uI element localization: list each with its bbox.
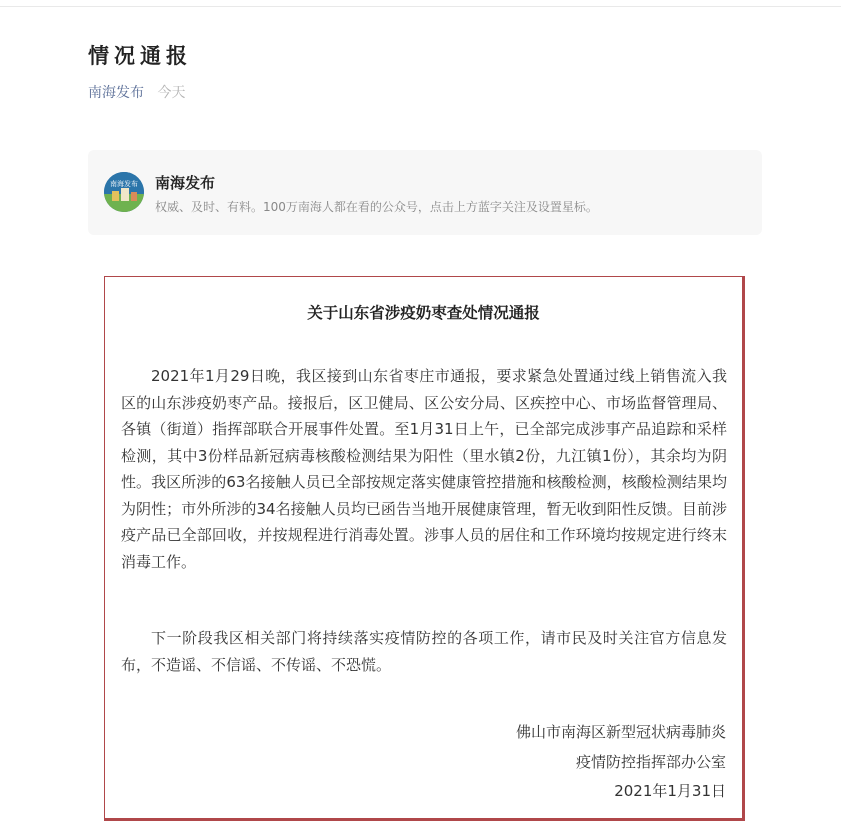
notice-title: 关于山东省涉疫奶枣查处情况通报 — [307, 304, 540, 322]
account-profile-card[interactable] — [88, 150, 762, 235]
avatar-logo-text: 南海发布 — [110, 180, 138, 188]
notice-paragraph-2: 下一阶段我区相关部门将持续落实疫情防控的各项工作，请市民及时关注官方信息发布，不造谣、不信谣、不传谣、不恐慌。 — [121, 629, 727, 674]
signature-date: 2021年1月31日 — [614, 782, 726, 800]
notice-paragraph-1: 2021年1月29日晚，我区接到山东省枣庄市通报，要求紧急处置通过线上销售流入我区的山东涉疫奶枣产品。接报后，区卫健局、区公安分局、区疾控中心、市场监督管理局、各镇（街道）指挥部联合开展事件处置。至1月31日上午，已全部完成涉事产品追踪和采样检测，其中3份样品新冠病毒核酸检测结果为阳性（里水镇2份，九江镇1份），其余均为阴性。我区所涉的63名接触人员已全部按规定落实健康管控措施和核酸检测，核酸检测结果均为阴性；市外所涉的34名接触人员均已函告当地开展健康管理，暂无收到阳性反馈。目前涉疫产品已全部回收，并按规程进行消毒处置。涉事人员的居住和工作环境均按规定进行终末消毒工作。 — [121, 367, 727, 571]
account-name: 南海发布 — [155, 174, 216, 192]
author-link[interactable]: 南海发布 — [88, 85, 144, 101]
account-description: 权威、及时、有料。100万南海人都在看的公众号，点击上方蓝字关注及设置星标。 — [155, 200, 598, 214]
publish-time: 今天 — [157, 85, 186, 101]
top-divider — [0, 6, 841, 7]
signature-org-line-1: 佛山市南海区新型冠状病毒肺炎 — [515, 723, 726, 741]
article-meta — [88, 82, 185, 102]
avatar — [104, 172, 144, 212]
notice-box — [104, 276, 745, 821]
page-title: 情况通报 — [88, 44, 192, 68]
signature-org-line-2: 疫情防控指挥部办公室 — [575, 753, 726, 771]
